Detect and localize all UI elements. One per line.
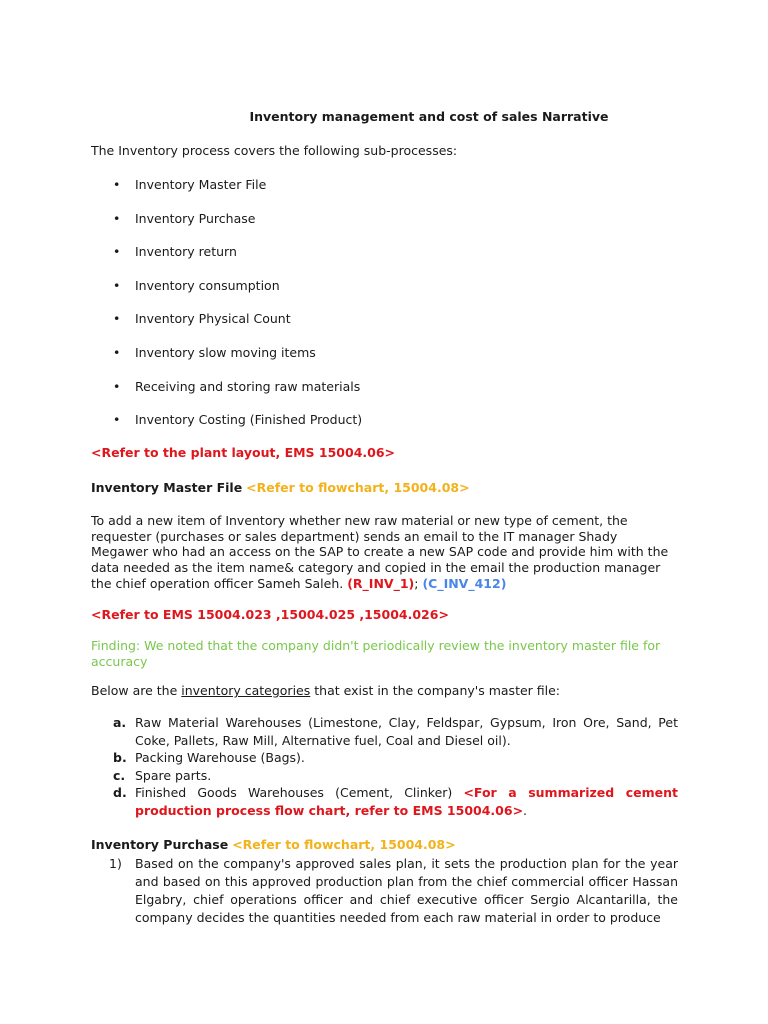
category-list (91, 714, 678, 819)
list-item (91, 714, 678, 749)
list-item (91, 211, 676, 245)
bullet-icon: • (113, 412, 121, 428)
list-marker: b. (113, 750, 127, 765)
list-item (91, 784, 678, 819)
master-file-flowchart-reference: <Refer to flowchart, 15004.08> (246, 480, 470, 495)
list-item (91, 412, 676, 446)
categories-intro (91, 683, 676, 699)
list-item-text: Spare parts. (135, 767, 212, 783)
list-item-text: Based on the company's approved sales plan, it sets the production plan for the year and based on this approved production plan from the chief commercial officer Hassan Elgabry, chief operations officer and chief executive officer Sergio Alcantarilla, the company decides the quantities needed from each raw material in order to produce (135, 856, 678, 925)
list-item (91, 311, 676, 345)
list-item-tail: . (523, 802, 528, 818)
reference-separator: ; (414, 575, 423, 591)
list-item-text: Inventory Costing (Finished Product) (135, 412, 363, 428)
list-item-text: Receiving and storing raw materials (135, 378, 361, 394)
bullet-icon: • (113, 277, 121, 293)
intro-text: The Inventory process covers the following sub-processes: (91, 143, 458, 158)
master-file-paragraph-text: To add a new item of Inventory whether new raw material or new type of cement, the requester (purchases or sales department) sends an email to the IT manager Shady Megawer who had an access on the SAP to create a new SAP code and provide him with the data needed as the item name& category and copied in the email the production manager the chief operation officer Sameh Saleh. (91, 513, 669, 591)
list-item (91, 767, 678, 785)
master-file-paragraph (91, 513, 676, 592)
purchase-heading-line (91, 837, 676, 853)
list-item (91, 278, 676, 312)
risk-reference: (R_INV_1) (347, 575, 415, 591)
bullet-icon: • (113, 210, 121, 226)
list-item-text: Inventory slow moving items (135, 344, 316, 360)
list-marker: d. (113, 785, 127, 800)
list-item-text: Inventory Master File (135, 177, 267, 192)
list-item-text: Inventory return (135, 244, 237, 260)
categories-intro-after: that exist in the company's master file: (310, 683, 561, 698)
document-title: Inventory management and cost of sales Narrative (249, 109, 609, 124)
list-item-text: Inventory Physical Count (135, 311, 291, 327)
list-item (91, 177, 676, 211)
bullet-icon: • (113, 344, 121, 360)
master-file-heading: Inventory Master File (91, 480, 243, 495)
list-item (91, 379, 676, 413)
purchase-heading: Inventory Purchase (91, 837, 229, 852)
purchase-steps-list (91, 855, 678, 927)
ems-reference: <Refer to EMS 15004.023 ,15004.025 ,15004.026> (91, 607, 449, 622)
control-reference: (C_INV_412) (422, 575, 507, 591)
master-file-heading-line (91, 480, 676, 496)
list-item-text: Finished Goods Warehouses (Cement, Clinker) (135, 785, 464, 800)
categories-intro-before: Below are the (91, 683, 182, 698)
bullet-icon: • (113, 244, 121, 260)
process-flowchart-reference: <For a summarized cement production process flow chart, refer to EMS 15004.06> (135, 785, 678, 818)
categories-intro-link: inventory categories (181, 683, 311, 698)
audit-finding: Finding: We noted that the company didn't periodically review the inventory master file for accuracy (91, 638, 661, 669)
bullet-icon: • (113, 378, 121, 394)
list-marker: a. (113, 715, 127, 730)
bullet-icon: • (113, 311, 121, 327)
plant-layout-reference: <Refer to the plant layout, EMS 15004.06> (91, 445, 396, 460)
subprocess-list (91, 177, 676, 446)
list-marker: c. (113, 767, 126, 783)
list-item (91, 855, 678, 927)
list-item (91, 749, 678, 767)
bullet-icon: • (113, 177, 121, 192)
list-marker: 1) (109, 856, 122, 871)
list-item-text: Inventory consumption (135, 277, 280, 293)
list-item-text: Raw Material Warehouses (Limestone, Clay, Feldspar, Gypsum, Iron Ore, Sand, Pet Coke, Pallets, Raw Mill, Alternative fuel, Coal and Diesel oil). (135, 715, 678, 748)
list-item (91, 244, 676, 278)
purchase-flowchart-reference: <Refer to flowchart, 15004.08> (232, 837, 456, 852)
list-item (91, 345, 676, 379)
list-item-text: Packing Warehouse (Bags). (135, 750, 305, 765)
list-item-text: Inventory Purchase (135, 210, 256, 226)
